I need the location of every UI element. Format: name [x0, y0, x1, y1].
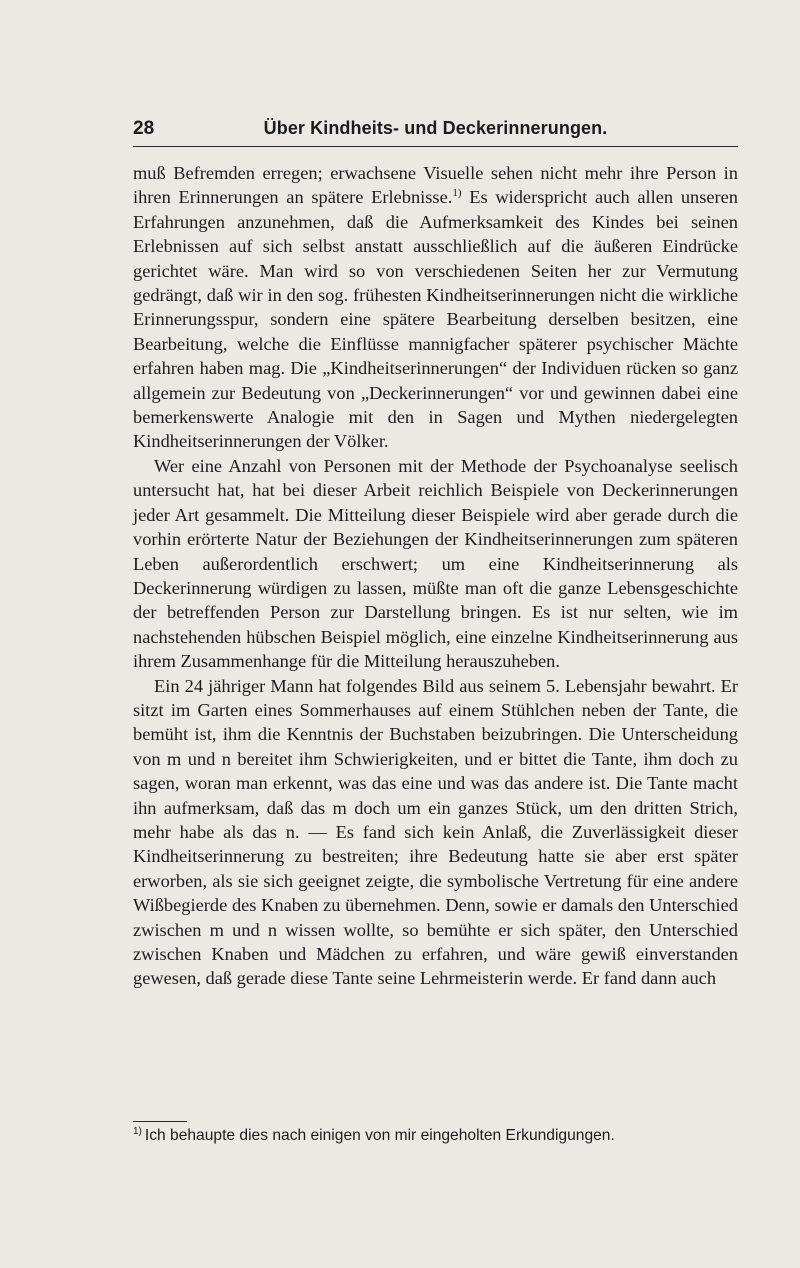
paragraph-1-rest: Es widerspricht auch allen unseren Erfahrungen anzunehmen, daß die Aufmerksamkeit des Kindes bei seinen Erlebnissen auf sich selbst anstatt ausschließlich auf die äußeren Eindrücke gerichtet wäre. Man wird so von verschiedenen Seiten her zur Vermutung gedrängt, daß wir in den sog. frühesten Kindheitserinnerungen nicht die wirkliche Erinnerungsspur, sondern eine spätere Bearbeitung derselben besitzen, eine Bearbeitung, welche die Einflüsse mannigfacher späterer psychischer Mächte erfahren haben mag. Die „Kindheitserinnerungen“ der Individuen rücken so ganz allgemein zur Bedeutung von „Deckerinnerungen“ vor und gewinnen dabei eine bemerkenswerte Analogie mit den in Sagen und Mythen niedergelegten Kindheitserinnerungen der Völker. [133, 187, 739, 452]
footnote-text: Ich behaupte dies nach einigen von mir eingeholten Erkundigungen. [144, 1127, 615, 1144]
page-header [133, 118, 738, 144]
paragraph-1-start: muß Befremden erregen; erwachsene Visuelle sehen nicht mehr ihre Person in ihren Erinnerungen an spätere Erlebnisse. [133, 163, 738, 208]
running-title: Über Kindheits- und Deckerinnerungen. [263, 118, 608, 138]
body-text [133, 161, 738, 991]
footnote-rule [133, 1121, 187, 1122]
paragraph-1 [133, 161, 738, 454]
footnote [133, 1126, 753, 1146]
header-rule [133, 146, 738, 147]
paragraph-2: Wer eine Anzahl von Personen mit der Methode der Psychoanalyse seelisch untersucht hat, hat bei dieser Arbeit reichlich Beispiele von Deckerinnerungen jeder Art gesammelt. Die Mitteilung dieser Beispiele wird aber gerade durch die vorhin erörterte Natur der Beziehungen der Kindheitserinnerungen zum späteren Leben außerordentlich erschwert; um eine Kindheitserinnerung als Deckerinnerung würdigen zu lassen, müßte man oft die ganze Lebensgeschichte der betreffenden Person zur Darstellung bringen. Es ist nur selten, wie im nachstehenden hübschen Beispiel möglich, eine einzelne Kindheitserinnerung aus ihrem Zusammenhange für die Mitteilung herauszuheben. [133, 455, 738, 672]
page-number: 28 [133, 118, 155, 139]
footnote-reference: 1) [452, 187, 462, 200]
footnote-number: 1) [133, 1126, 142, 1137]
paragraph-3: Ein 24 jähriger Mann hat folgendes Bild aus seinem 5. Lebensjahr bewahrt. Er sitzt im Garten eines Sommerhauses auf einem Stühlchen neben der Tante, die bemüht ist, ihm die Kenntnis der Buchstaben beizubringen. Die Unterscheidung von m und n bereitet ihm Schwierigkeiten, und er bittet die Tante, ihm doch zu sagen, woran man erkennt, was das eine und was das andere ist. Die Tante macht ihn aufmerksam, daß das m doch um ein ganzes Stück, um den dritten Strich, mehr habe als das n. — Es fand sich kein Anlaß, die Zuverlässigkeit dieser Kindheitserinnerung zu bestreiten; ihre Bedeutung hatte sie aber erst später erworben, als sie sich geeignet zeigte, die symbolische Vertretung für eine andere Wißbegierde des Knaben zu übernehmen. Denn, sowie er damals den Unterschied zwischen m und n wissen wollte, so bemühte er sich später, den Unterschied zwischen Knaben und Mädchen zu erfahren, und wäre gewiß einverstanden gewesen, daß gerade diese Tante seine Lehrmeisterin werde. Er fand dann auch [133, 675, 738, 989]
